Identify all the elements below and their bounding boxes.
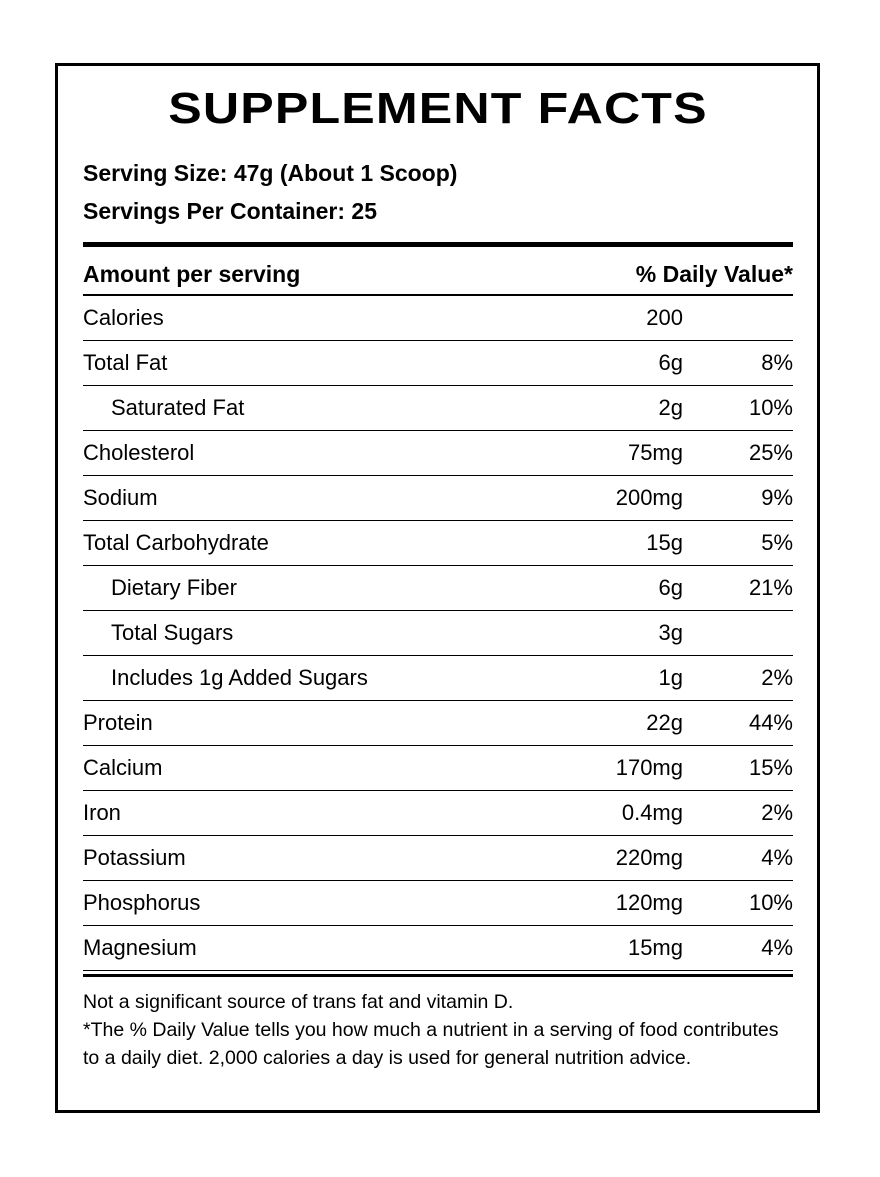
daily-value-note: *The % Daily Value tells you how much a nutrient in a serving of food contributes to a daily diet. 2,000 calories a day is used for general nutrition advice. [83,1019,779,1069]
amount-per-serving-header: Amount per serving [83,261,301,287]
nutrient-name: Dietary Fiber [111,575,237,600]
nutrient-amount: 6g [658,575,683,600]
table-header [83,256,793,292]
nutrient-name: Includes 1g Added Sugars [111,665,368,690]
nutrient-daily-value: 2% [761,665,793,690]
table-row [83,746,793,791]
nutrient-amount: 220mg [615,845,683,870]
nutrient-daily-value: 21% [748,575,793,600]
bottom-divider [83,974,793,977]
nutrient-daily-value: 10% [748,890,793,915]
table-row [83,341,793,386]
nutrient-daily-value: 2% [761,800,793,825]
nutrient-amount: 22g [646,710,683,735]
servings-per-container: Servings Per Container: 25 [83,198,377,224]
nutrient-amount: 1g [658,665,683,690]
trans-fat-note: Not a significant source of trans fat and vitamin D. [83,991,514,1013]
nutrient-amount: 200 [646,305,683,330]
panel-title: SUPPLEMENT FACTS [168,84,708,133]
nutrient-amount: 15g [646,530,683,555]
table-row [83,566,793,611]
supplement-facts-panel [55,63,820,1113]
nutrient-name: Saturated Fat [111,395,245,420]
nutrient-daily-value: 25% [748,440,793,465]
nutrient-table [83,296,793,971]
nutrient-name: Phosphorus [83,890,201,915]
nutrient-amount: 3g [658,620,683,645]
nutrient-daily-value: 44% [748,710,793,735]
serving-size: Serving Size: 47g (About 1 Scoop) [83,160,458,186]
table-row [83,386,793,431]
nutrient-amount: 75mg [627,440,683,465]
nutrient-daily-value: 10% [748,395,793,420]
nutrient-amount: 2g [658,395,683,420]
panel-content [83,66,793,1110]
table-row [83,656,793,701]
nutrient-daily-value: 5% [761,530,793,555]
nutrient-amount: 120mg [615,890,683,915]
nutrient-name: Total Fat [83,350,168,375]
table-row [83,701,793,746]
nutrient-amount: 15mg [627,935,683,960]
nutrient-amount: 200mg [615,485,683,510]
table-row [83,791,793,836]
nutrient-name: Calcium [83,755,163,780]
table-row [83,836,793,881]
table-row [83,521,793,566]
nutrient-daily-value: 4% [761,845,793,870]
nutrient-amount: 6g [658,350,683,375]
table-row [83,431,793,476]
table-row [83,926,793,971]
daily-value-header: % Daily Value* [635,261,793,287]
nutrient-name: Calories [83,305,164,330]
nutrient-name: Potassium [83,845,186,870]
table-row [83,296,793,341]
nutrient-name: Protein [83,710,153,735]
nutrient-name: Iron [83,800,121,825]
nutrient-daily-value: 8% [761,350,793,375]
footnotes [83,988,793,1072]
nutrient-amount: 170mg [615,755,683,780]
nutrient-name: Sodium [83,485,158,510]
nutrient-name: Total Sugars [111,620,234,645]
table-row [83,476,793,521]
table-row [83,881,793,926]
nutrient-name: Total Carbohydrate [83,530,269,555]
nutrient-daily-value: 15% [748,755,793,780]
nutrient-amount: 0.4mg [621,800,683,825]
nutrient-name: Magnesium [83,935,197,960]
table-row [83,611,793,656]
nutrient-daily-value: 9% [761,485,793,510]
nutrient-daily-value: 4% [761,935,793,960]
nutrient-name: Cholesterol [83,440,195,465]
thick-divider [83,242,793,247]
